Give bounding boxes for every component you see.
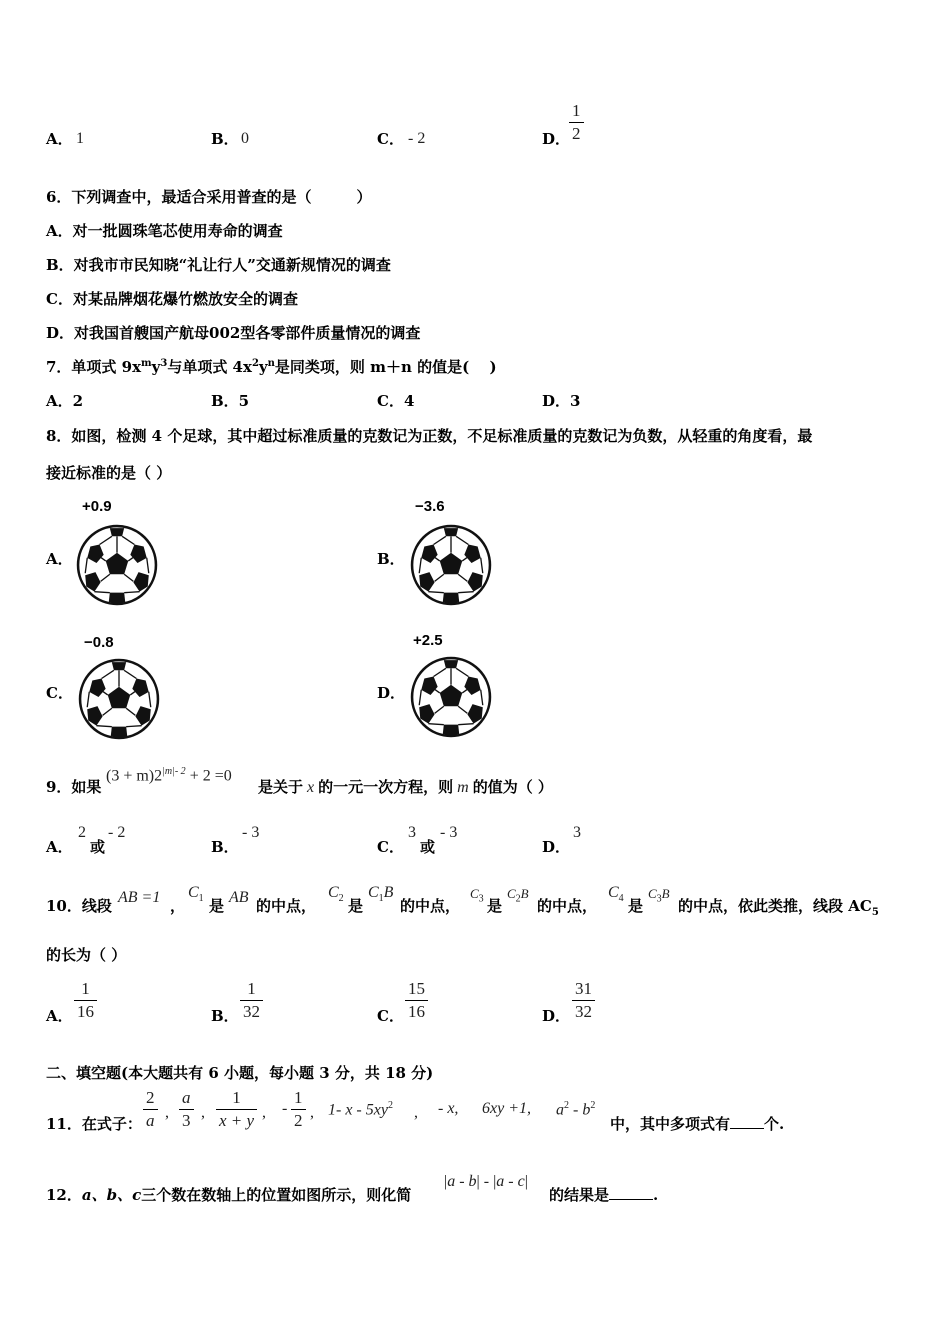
q8-option-d-value: +2.5 <box>413 632 443 649</box>
q11-separator: , <box>201 1104 205 1121</box>
q11-fraction-4 <box>291 1087 306 1132</box>
q11-expr-6: - x, <box>438 1100 459 1117</box>
q11-expr-5 <box>328 1100 393 1119</box>
q9-var-m: m <box>457 779 469 796</box>
q9-stem-part: 的一元一次方程，则 <box>318 778 454 796</box>
q9-stem-prefix: 9．如果 <box>46 778 102 796</box>
q7-sup: 3 <box>160 358 168 369</box>
q7-stem-part: 7．单项式 9x <box>46 358 142 376</box>
q10-is: 是 <box>209 897 225 915</box>
q9-equation-part: + 2 =0 <box>189 767 232 785</box>
q7-sup: m <box>141 358 152 369</box>
q11-fraction-4-sign: - <box>282 1100 288 1117</box>
q11-prefix: 11．在式子： <box>46 1115 142 1133</box>
q7-stem-part: 与单项式 4x <box>167 358 252 376</box>
fraction-numerator: 2 <box>146 1088 155 1107</box>
q12-number: 12． <box>46 1186 82 1204</box>
q12-stem-text: 三个数在数轴上的位置如图所示，则化简 <box>141 1186 412 1204</box>
fraction-numerator: 1 <box>81 979 90 998</box>
q7-sup: 2 <box>251 358 259 369</box>
q8-option-b-label: B． <box>377 550 405 568</box>
fraction-numerator: 15 <box>408 979 425 998</box>
q9-option-c-value1: 3 <box>408 824 416 841</box>
q7-option-d: D．3 <box>542 392 581 410</box>
q10-c4-sub: 4 <box>618 893 624 905</box>
q10-c1b-letter: C <box>368 884 379 901</box>
q10-option-d-label: D． <box>542 1007 571 1025</box>
q10-option-d-fraction <box>572 978 595 1023</box>
q7-option-b: B．5 <box>211 392 250 410</box>
q10-is: 是 <box>628 897 644 915</box>
soccer-ball-icon <box>78 658 160 740</box>
q9-equation-part: (3 + m)2 <box>106 767 163 785</box>
q10-c3 <box>470 886 484 905</box>
q10-option-a-label: A． <box>46 1007 73 1025</box>
q10-midpoint: 的中点， <box>256 897 317 915</box>
q11-separator: , <box>165 1104 169 1121</box>
fraction-denominator: 2 <box>569 122 584 145</box>
fraction-denominator: 16 <box>74 1000 97 1023</box>
q11-separator: , <box>310 1104 314 1121</box>
q10-c1b <box>368 884 393 904</box>
q9-option-a-value1: 2 <box>78 824 86 841</box>
q7-stem-part: 是同类项，则 m＋n 的值是( ) <box>274 358 497 376</box>
q5-option-c-value: - 2 <box>408 130 426 147</box>
q10-c2-sub: 2 <box>338 893 344 905</box>
q11-expr-8-b: - b <box>573 1101 591 1119</box>
q9-var-x: x <box>307 779 315 796</box>
q11-separator: , <box>262 1104 266 1121</box>
q9-option-c-value2: - 3 <box>440 824 458 841</box>
q9-option-a-label: A． <box>46 838 73 856</box>
fraction-numerator-var: a <box>182 1088 191 1107</box>
q11-expr-8 <box>556 1100 595 1119</box>
q7-stem-part: y <box>151 358 161 376</box>
q10-comma: ， <box>170 897 186 915</box>
q10-tail <box>678 895 879 918</box>
q11-expr-8-a: a <box>556 1101 564 1119</box>
q12-abs1: a - b <box>447 1173 477 1190</box>
q10-option-b-label: B． <box>211 1007 239 1025</box>
q9-option-a-or: 或 <box>90 838 106 856</box>
q10-c1 <box>188 884 204 904</box>
q10-c2b-sub: 2 <box>515 893 521 905</box>
q11-suffix-end: 个. <box>764 1115 785 1133</box>
q5-option-d-label: D． <box>542 130 571 148</box>
q9-option-c-or: 或 <box>420 838 436 856</box>
q11-expr-5-text: 1- x - 5xy <box>328 1101 388 1119</box>
fraction-denominator-var: a <box>146 1111 155 1130</box>
q11-suffix-text: 中，其中多项式有 <box>610 1115 731 1133</box>
q9-option-a-value2: - 2 <box>108 824 126 841</box>
q11-fraction-2 <box>179 1087 194 1132</box>
q9-option-d-value: 3 <box>573 824 581 841</box>
fraction-numerator: 1 <box>294 1088 303 1107</box>
q9-option-b-value: - 3 <box>242 824 260 841</box>
q11-expr-8-sup: 2 <box>564 1100 569 1111</box>
q7-option-a: A．2 <box>46 392 84 410</box>
q12-expression: |a - b| - |a - c| <box>444 1173 528 1190</box>
fraction-denominator: 32 <box>572 1000 595 1023</box>
q9-option-d-label: D． <box>542 838 571 856</box>
q9-option-c-label: C． <box>377 838 404 856</box>
q9-equation-sup: |m|- 2 <box>162 766 186 777</box>
fraction-numerator: 1 <box>572 101 581 120</box>
q6-stem: 6．下列调查中，最适合采用普查的是（ ） <box>46 188 372 206</box>
q8-stem-line1: 8．如图，检测 4 个足球，其中超过标准质量的克数记为正数，不足标准质量的克数记为负数，从轻重的角度看，最 <box>46 427 813 445</box>
fraction-numerator: 1 <box>232 1088 241 1107</box>
q7-sup: n <box>267 358 275 369</box>
q12-suffix-text: 的结果是 <box>549 1186 610 1204</box>
q6-option-c: C．对某品牌烟花爆竹燃放安全的调查 <box>46 290 298 308</box>
q10-is: 是 <box>348 897 364 915</box>
q8-option-d-label: D． <box>377 684 406 702</box>
q12-stem <box>46 1184 411 1205</box>
q11-suffix <box>610 1113 784 1134</box>
q10-c2 <box>328 884 344 904</box>
q10-c2b-b: B <box>520 886 529 901</box>
soccer-ball-icon <box>76 524 158 606</box>
q10-ab: AB <box>229 889 249 906</box>
q8-option-b-value: −3.6 <box>415 498 445 515</box>
fraction-denominator: 2 <box>291 1109 306 1132</box>
q12-vars: a、b、c <box>81 1186 142 1204</box>
fraction-denominator: 3 <box>179 1109 194 1132</box>
q5-option-b-label: B． <box>211 130 239 148</box>
q10-c3-sub: 3 <box>478 893 484 905</box>
fraction-numerator <box>179 1087 194 1109</box>
q8-option-c-label: C． <box>46 684 73 702</box>
q5-option-a-value: 1 <box>76 130 84 147</box>
fraction-denominator: 32 <box>240 1000 263 1023</box>
q10-option-c-label: C． <box>377 1007 404 1025</box>
q11-separator: , <box>414 1104 418 1121</box>
fraction-denominator-var: x + y <box>219 1111 255 1130</box>
q8-option-c-value: −0.8 <box>84 634 114 651</box>
q7-stem-part: y <box>258 358 268 376</box>
q10-c3b-letter: C <box>648 886 657 901</box>
q10-c1-sub: 1 <box>198 893 204 905</box>
q10-c1b-b: B <box>383 884 394 901</box>
q10-option-b-fraction <box>240 978 263 1023</box>
q7-option-c: C．4 <box>377 392 415 410</box>
q10-tail-text: 的中点，依此类推，线段 AC <box>678 897 872 915</box>
q11-fraction-3 <box>216 1087 257 1132</box>
q10-tail-sub: 5 <box>871 907 879 918</box>
q10-c4 <box>608 884 624 904</box>
soccer-ball-icon <box>410 524 492 606</box>
q10-number: 10．线段 <box>46 897 112 915</box>
q10-c1b-sub: 1 <box>378 893 384 905</box>
q6-option-a: A．对一批圆珠笔芯使用寿命的调查 <box>46 222 283 240</box>
section-title: 二、填空题(本大题共有 6 小题，每小题 3 分，共 18 分) <box>46 1064 434 1082</box>
q9-option-b-label: B． <box>211 838 239 856</box>
q10-midpoint: 的中点， <box>537 897 598 915</box>
answer-blank[interactable] <box>609 1187 653 1200</box>
q11-expr-8-sup: 2 <box>590 1100 596 1111</box>
q8-stem-line2: 接近标准的是（ ） <box>46 464 172 482</box>
q5-option-c-label: C． <box>377 130 404 148</box>
answer-blank[interactable] <box>730 1116 764 1129</box>
q10-c1-letter: C <box>188 884 199 901</box>
q10-option-c-fraction <box>405 978 428 1023</box>
q10-c4-letter: C <box>608 884 619 901</box>
q6-option-b: B．对我市市民知晓“礼让行人”交通新规情况的调查 <box>46 256 391 274</box>
q10-ab-eq: AB =1 <box>118 889 161 906</box>
q12-abs2: a - c <box>496 1173 525 1190</box>
q10-c2b <box>507 886 529 905</box>
q10-c2b-letter: C <box>507 886 516 901</box>
q8-option-a-value: +0.9 <box>82 498 112 515</box>
q12-minus: - <box>483 1173 490 1190</box>
q9-stem-mid <box>258 776 553 797</box>
fraction-denominator <box>143 1109 158 1132</box>
q5-option-d-fraction <box>569 100 584 145</box>
q5-option-b-value: 0 <box>241 130 249 147</box>
q10-c3b-b: B <box>661 886 670 901</box>
q5-option-a-label: A． <box>46 130 73 148</box>
fraction-numerator: 1 <box>247 979 256 998</box>
q10-is: 是 <box>487 897 503 915</box>
q9-equation <box>106 766 232 785</box>
q9-stem-part: 是关于 <box>258 778 304 796</box>
q11-expr-5-sup: 2 <box>387 1100 393 1111</box>
q12-suffix <box>549 1184 658 1205</box>
q11-expr-7: 6xy +1, <box>482 1100 531 1117</box>
fraction-denominator: 16 <box>405 1000 428 1023</box>
q7-stem <box>46 356 497 377</box>
fraction-numerator: 31 <box>575 979 592 998</box>
q10-c3-letter: C <box>470 886 479 901</box>
q10-option-a-fraction <box>74 978 97 1023</box>
q10-c3b <box>648 886 670 905</box>
q10-midpoint: 的中点， <box>400 897 461 915</box>
q12-suffix-end: . <box>653 1186 659 1204</box>
q6-option-d: D．对我国首艘国产航母002型各零部件质量情况的调查 <box>46 324 421 342</box>
q10-line2: 的长为（ ） <box>46 946 127 964</box>
q11-fraction-1 <box>143 1087 158 1132</box>
q10-c3b-sub: 3 <box>656 893 662 905</box>
q9-stem-part: 的值为（ ） <box>472 778 553 796</box>
q10-c2-letter: C <box>328 884 339 901</box>
q8-option-a-label: A． <box>46 550 73 568</box>
fraction-denominator <box>216 1109 257 1132</box>
soccer-ball-icon <box>410 656 492 738</box>
